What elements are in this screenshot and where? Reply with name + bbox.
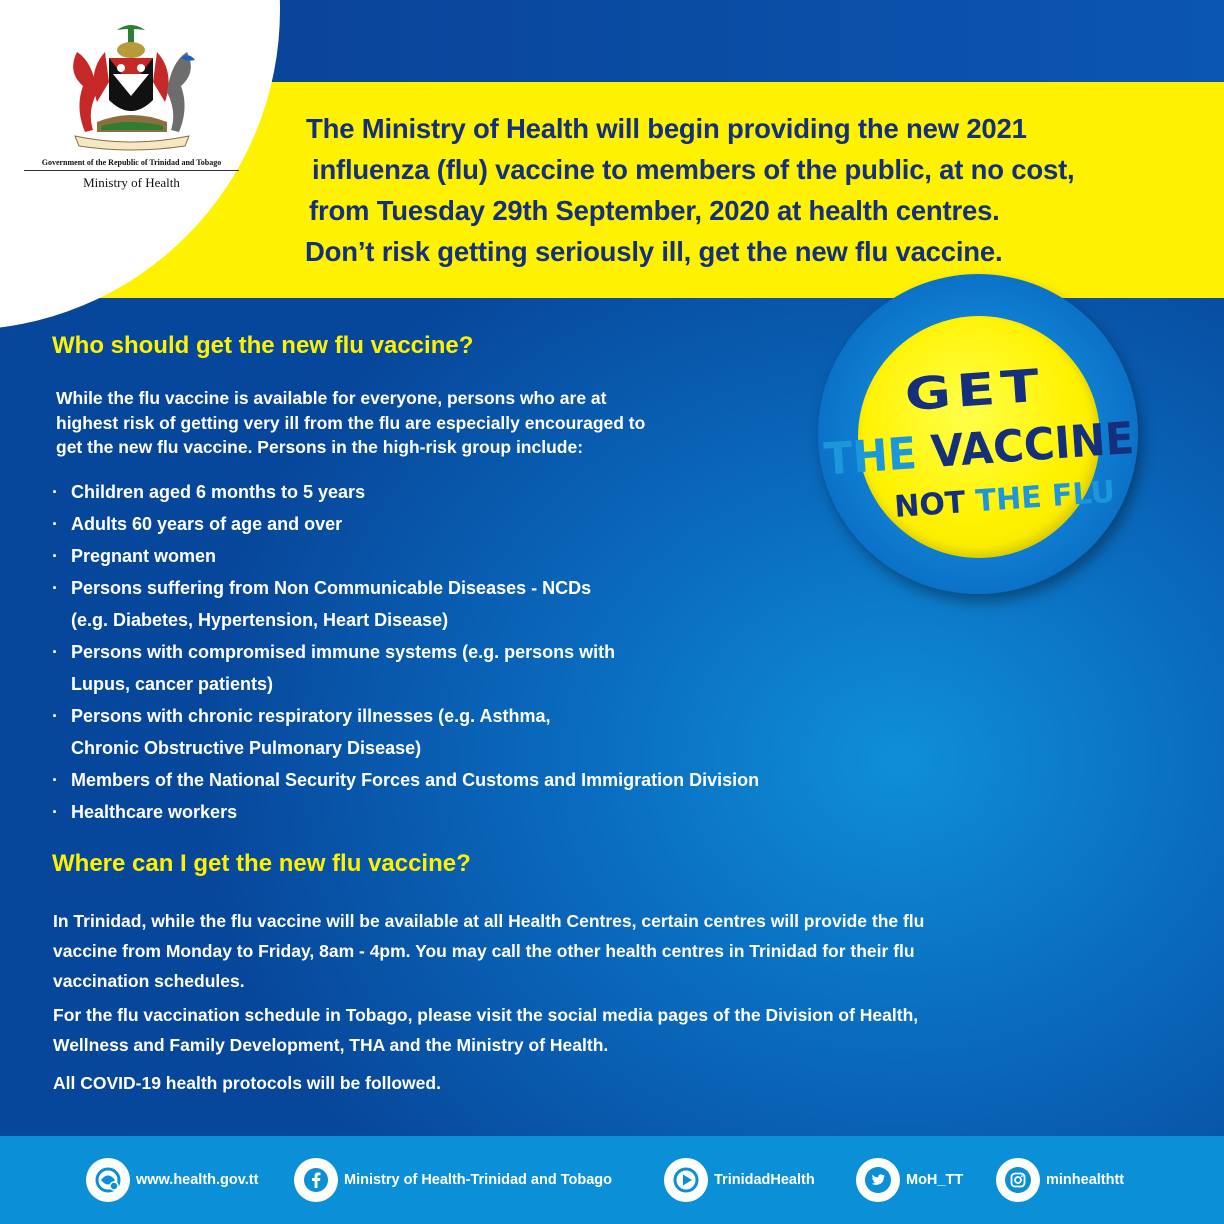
intro-line: highest risk of getting very ill from the flu are especially encouraged to xyxy=(56,412,646,433)
headline-line: influenza (flu) vaccine to members of the public, at no cost, xyxy=(312,154,1075,185)
ministry-logo xyxy=(24,22,239,192)
coat-of-arms-icon xyxy=(57,22,207,154)
instagram-link[interactable] xyxy=(996,1158,1124,1202)
list-item xyxy=(50,764,950,796)
protocols-text: All COVID-19 health protocols will be followed. xyxy=(53,1073,441,1093)
badge-the: THE xyxy=(822,427,919,485)
list-item-text: · Members of the National Security Forces and Customs and Immigration Division xyxy=(71,770,760,790)
list-item-text: · Persons with compromised immune systems (e.g. persons with xyxy=(71,642,616,662)
intro-line: While the flu vaccine is available for everyone, persons who are at xyxy=(56,388,607,408)
intro-line: get the new flu vaccine. Persons in the high-risk group include: xyxy=(56,437,584,457)
youtube-icon xyxy=(664,1158,708,1202)
website-link[interactable] xyxy=(86,1158,258,1202)
list-item xyxy=(50,636,950,700)
list-item xyxy=(50,572,950,636)
list-item-text: · Children aged 6 months to 5 years xyxy=(71,482,366,502)
instagram-text: minhealthtt xyxy=(1046,1172,1125,1188)
badge-vaccine-word: VACCINE xyxy=(929,411,1136,478)
where-body xyxy=(53,906,1183,1102)
paragraph-line: Wellness and Family Development, THA and the Ministry of Health. xyxy=(53,1035,609,1055)
list-item-text: Chronic Obstructive Pulmonary Disease) xyxy=(71,738,422,758)
protocols-paragraph xyxy=(53,1068,1183,1098)
twitter-icon xyxy=(856,1158,900,1202)
web-icon xyxy=(86,1158,130,1202)
twitter-link[interactable] xyxy=(856,1158,963,1202)
government-label: Government of the Republic of Trinidad and Tobago xyxy=(24,158,239,171)
list-item xyxy=(50,700,950,764)
youtube-link[interactable] xyxy=(664,1158,815,1202)
paragraph-line: vaccine from Monday to Friday, 8am - 4pm. You may call the other health centres in Trinidad for their flu xyxy=(53,941,915,961)
headline-line: The Ministry of Health will begin providing the new 2021 xyxy=(306,113,1027,144)
where-heading: Where can I get the new flu vaccine? xyxy=(52,850,471,877)
list-item-text: · Persons with chronic respiratory illnesses (e.g. Asthma, xyxy=(71,706,551,726)
facebook-text: Ministry of Health-Trinidad and Tobago xyxy=(344,1172,612,1188)
list-item xyxy=(50,540,950,572)
youtube-text: TrinidadHealth xyxy=(714,1172,815,1188)
who-intro xyxy=(56,386,816,460)
headline xyxy=(306,108,1186,272)
tobago-paragraph xyxy=(53,1000,1183,1060)
list-item-text: · Healthcare workers xyxy=(71,802,238,822)
facebook-icon xyxy=(294,1158,338,1202)
twitter-text: MoH_TT xyxy=(906,1172,964,1188)
list-item xyxy=(50,508,950,540)
paragraph-line: For the flu vaccination schedule in Tobago, please visit the social media pages of the Division of Health, xyxy=(53,1005,919,1025)
footer xyxy=(0,1136,1224,1224)
list-item xyxy=(50,476,950,508)
badge-not: NOT xyxy=(893,485,967,525)
ministry-label: Ministry of Health xyxy=(83,175,180,190)
instagram-icon xyxy=(996,1158,1040,1202)
trinidad-paragraph xyxy=(53,906,1183,996)
list-item-text: Lupus, cancer patients) xyxy=(71,674,274,694)
who-heading: Who should get the new flu vaccine? xyxy=(52,332,474,359)
badge-get: GET xyxy=(903,359,1047,422)
headline-line: Don’t risk getting seriously ill, get the new flu vaccine. xyxy=(305,236,1003,267)
list-item-text: · Pregnant women xyxy=(71,546,217,566)
website-text: www.health.gov.tt xyxy=(136,1172,259,1188)
list-item-text: · Adults 60 years of age and over xyxy=(71,514,343,534)
paragraph-line: In Trinidad, while the flu vaccine will be available at all Health Centres, certain centres will provide the flu xyxy=(53,911,925,931)
list-item-text: (e.g. Diabetes, Hypertension, Heart Disease) xyxy=(71,610,449,630)
facebook-link[interactable] xyxy=(294,1158,612,1202)
paragraph-line: vaccination schedules. xyxy=(53,971,245,991)
high-risk-list xyxy=(50,476,950,828)
badge-the-flu: THE FLU xyxy=(974,474,1117,520)
list-item-text: · Persons suffering from Non Communicable Diseases - NCDs xyxy=(71,578,592,598)
headline-line: from Tuesday 29th September, 2020 at health centres. xyxy=(309,195,1000,226)
list-item xyxy=(50,796,950,828)
